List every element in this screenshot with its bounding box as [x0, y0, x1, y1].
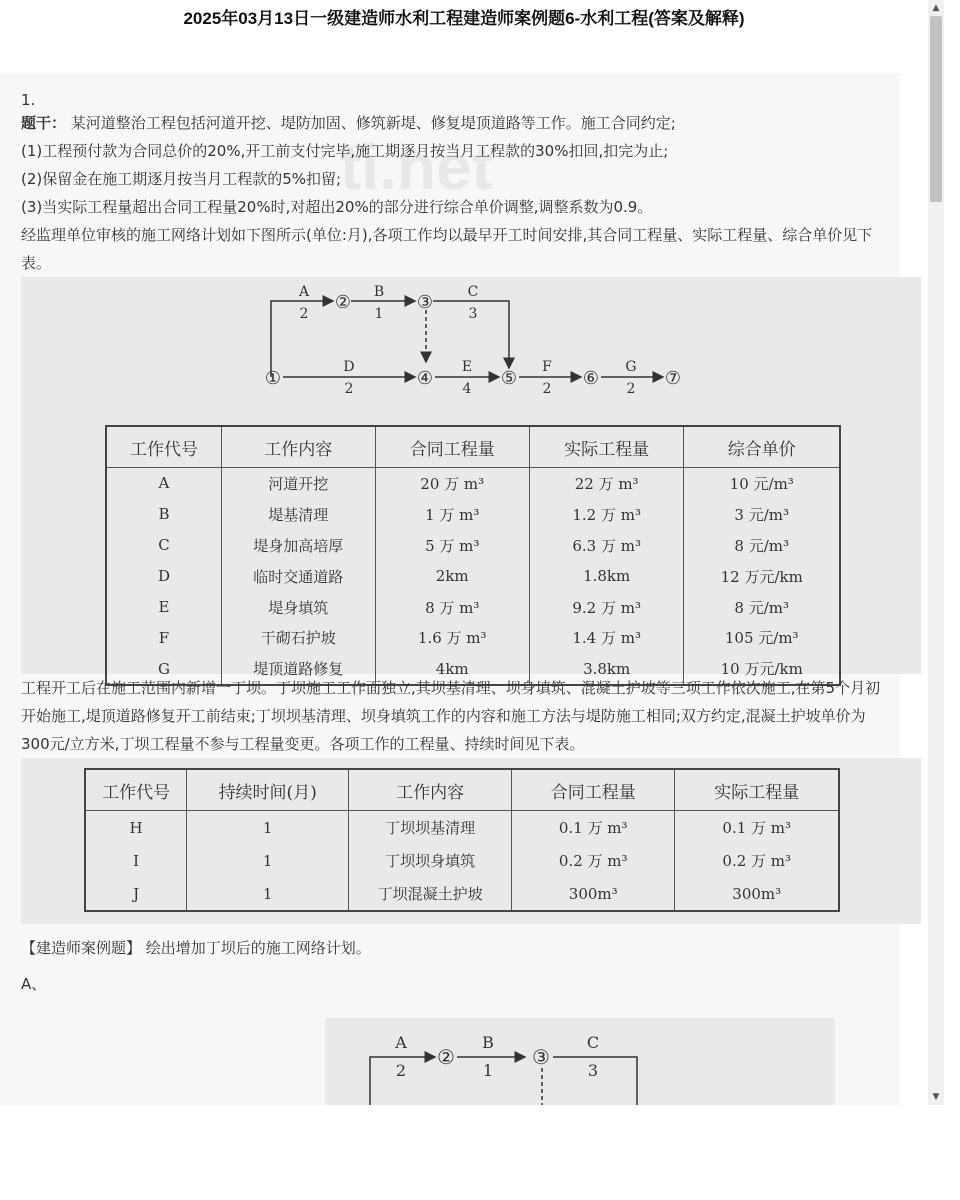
table-cell: J: [85, 877, 187, 911]
table-cell: 8 万 m³: [375, 592, 529, 623]
table-header: 合同工程量: [375, 426, 529, 468]
table-cell: 堤身填筑: [221, 592, 375, 623]
question-number: 1.: [21, 91, 36, 109]
table-cell: 300m³: [512, 877, 675, 911]
table-cell: I: [85, 844, 187, 877]
network-diagram-1: [21, 277, 921, 425]
network-and-table-image: [21, 277, 921, 679]
paragraph-new-groin: 工程开工后在施工范围内新增一丁坝。丁坝施工工作面独立,其坝基清理、坝身填筑、混凝土护坡等三项工作依次施工,在第5个月初开始施工,堤顶道路修复开工前结束;丁坝坝基清理、坝身填筑工作的内容和施工方法与堤防施工相同;双方约定,混凝土护坡单价为300元/立方米,丁坝工程量不参与工程量变更。各项工作的工程量、持续时间见下表。: [21, 679, 881, 753]
node-7: ⑦: [664, 368, 682, 389]
table-cell: 4km: [375, 653, 529, 685]
table-cell: 12 万元/km: [684, 561, 840, 592]
page-title: 2025年03月13日一级建造师水利工程建造师案例题6-水利工程(答案及解释): [183, 9, 745, 28]
table-cell: 0.2 万 m³: [512, 844, 675, 877]
question-prompt: [21, 934, 371, 962]
activity-duration-a: 2: [299, 306, 309, 322]
table-cell: 8 元/m³: [684, 530, 840, 561]
scroll-thumb[interactable]: [930, 16, 942, 202]
table-cell: 6.3 万 m³: [529, 530, 684, 561]
table-header: 工作代号: [85, 769, 187, 811]
stem-line-4: (3)当实际工程量超出合同工程量20%时,对超出20%的部分进行综合单价调整,调整系数为0.9。: [21, 198, 653, 216]
table-cell: 1: [187, 844, 349, 877]
table-cell: 0.2 万 m³: [675, 844, 839, 877]
activity-code-f: F: [542, 359, 552, 375]
node-3: ③: [416, 292, 434, 313]
table-cell: 3.8km: [529, 653, 684, 685]
activity-code-a: A: [298, 284, 310, 300]
activity-code-b: B: [373, 284, 385, 300]
table-row: [106, 499, 840, 530]
activity-duration-f: 2: [542, 381, 552, 397]
table-cell: 1 万 m³: [375, 499, 529, 530]
table-header: 合同工程量: [512, 769, 675, 811]
activity-code-g: G: [625, 359, 637, 375]
table-row: [106, 622, 840, 653]
table-cell: E: [106, 592, 221, 623]
table-header: 实际工程量: [529, 426, 684, 468]
stem-line-3: (2)保留金在施工期逐月按当月工程款的5%扣留;: [21, 170, 342, 188]
table-header-row: [85, 769, 839, 811]
activity-duration-e: 4: [462, 381, 472, 397]
table-cell: 5 万 m³: [375, 530, 529, 561]
option-a-label[interactable]: A、: [21, 975, 47, 993]
table-cell: C: [106, 530, 221, 561]
activity-duration-a: 2: [395, 1061, 407, 1080]
node-1: ①: [264, 368, 282, 389]
table-cell: 1.6 万 m³: [375, 622, 529, 653]
table-cell: 河道开挖: [221, 468, 375, 499]
activity-duration-b: 1: [374, 306, 384, 322]
table-cell: 2km: [375, 561, 529, 592]
vertical-scrollbar[interactable]: [928, 0, 944, 1105]
table-header: 工作内容: [349, 769, 512, 811]
table-header: 工作代号: [106, 426, 221, 468]
table-cell: 10 万元/km: [684, 653, 840, 685]
table-cell: 堤顶道路修复: [221, 653, 375, 685]
stem-label: 题干：: [21, 114, 67, 132]
groin-table: [84, 768, 840, 912]
node-6: ⑥: [582, 368, 600, 389]
table-cell: 临时交通道路: [221, 561, 375, 592]
prompt-label: 【建造师案例题】: [21, 939, 142, 957]
table-cell: 堤身加高培厚: [221, 530, 375, 561]
table-row: [85, 844, 839, 877]
table-row: [106, 561, 840, 592]
table-cell: 300m³: [675, 877, 839, 911]
table-cell: 20 万 m³: [375, 468, 529, 499]
node-3: ③: [532, 1045, 550, 1069]
table-row: [85, 877, 839, 911]
table-cell: F: [106, 622, 221, 653]
table-cell: 1.4 万 m³: [529, 622, 684, 653]
table-header: 工作内容: [221, 426, 375, 468]
node-2: ②: [437, 1045, 455, 1069]
prompt-text: 绘出增加丁坝后的施工网络计划。: [145, 939, 371, 957]
activity-duration-c: 3: [587, 1061, 599, 1080]
activity-duration-d: 2: [344, 381, 354, 397]
table-cell: 3 元/m³: [684, 499, 840, 530]
activity-duration-b: 1: [482, 1061, 494, 1080]
table-cell: 丁坝坝身填筑: [349, 844, 512, 877]
table-header: 综合单价: [684, 426, 840, 468]
quantities-table: [105, 425, 841, 686]
node-5: ⑤: [500, 368, 518, 389]
scroll-down-arrow-icon[interactable]: ▼: [932, 1092, 940, 1102]
table-row: [106, 592, 840, 623]
node-4: ④: [416, 368, 434, 389]
table-cell: B: [106, 499, 221, 530]
table-cell: 丁坝混凝土护坡: [349, 877, 512, 911]
table-row: [106, 530, 840, 561]
groin-table-image: [21, 758, 921, 924]
table-cell: 1.8km: [529, 561, 684, 592]
answer-network-image: [325, 1018, 835, 1105]
table-cell: 1: [187, 877, 349, 911]
table-cell: 干砌石护坡: [221, 622, 375, 653]
table-header: 实际工程量: [675, 769, 839, 811]
table-cell: G: [106, 653, 221, 685]
table-cell: 1: [187, 811, 349, 845]
activity-code-d: D: [343, 359, 355, 375]
activity-code-c: C: [467, 284, 479, 300]
table-cell: 丁坝坝基清理: [349, 811, 512, 845]
stem-line-5: 经监理单位审核的施工网络计划如下图所示(单位:月),各项工作均以最早开工时间安排,其合同工程量、实际工程量、综合单价见下表。: [21, 226, 873, 272]
table-cell: 9.2 万 m³: [529, 592, 684, 623]
activity-code-c: C: [586, 1033, 600, 1052]
table-header-row: [106, 426, 840, 468]
scroll-up-arrow-icon[interactable]: ▲: [932, 3, 940, 13]
table-row: [106, 468, 840, 499]
table-cell: 10 元/m³: [684, 468, 840, 499]
activity-code-a: A: [395, 1033, 407, 1052]
table-header: 持续时间(月): [187, 769, 349, 811]
activity-duration-g: 2: [626, 381, 636, 397]
table-cell: 0.1 万 m³: [675, 811, 839, 845]
node-2: ②: [334, 292, 352, 313]
activity-code-b: B: [482, 1033, 494, 1052]
table-cell: 0.1 万 m³: [512, 811, 675, 845]
table-cell: 22 万 m³: [529, 468, 684, 499]
table-cell: 堤基清理: [221, 499, 375, 530]
table-cell: 1.2 万 m³: [529, 499, 684, 530]
activity-duration-c: 3: [468, 306, 478, 322]
activity-code-e: E: [461, 359, 473, 375]
table-cell: 105 元/m³: [684, 622, 840, 653]
table-cell: 8 元/m³: [684, 592, 840, 623]
network-diagram-2: [325, 1018, 835, 1105]
stem-line-2: (1)工程预付款为合同总价的20%,开工前支付完毕,施工期逐月按当月工程款的30%扣回,扣完为止;: [21, 142, 669, 160]
stem-line-1: 题干： 某河道整治工程包括河道开挖、堤防加固、修筑新堤、修复堤顶道路等工作。施工合同约定;: [21, 114, 676, 132]
table-cell: H: [85, 811, 187, 845]
table-row: [85, 811, 839, 845]
watermark: ti.net: [340, 131, 493, 203]
table-cell: D: [106, 561, 221, 592]
table-cell: A: [106, 468, 221, 499]
